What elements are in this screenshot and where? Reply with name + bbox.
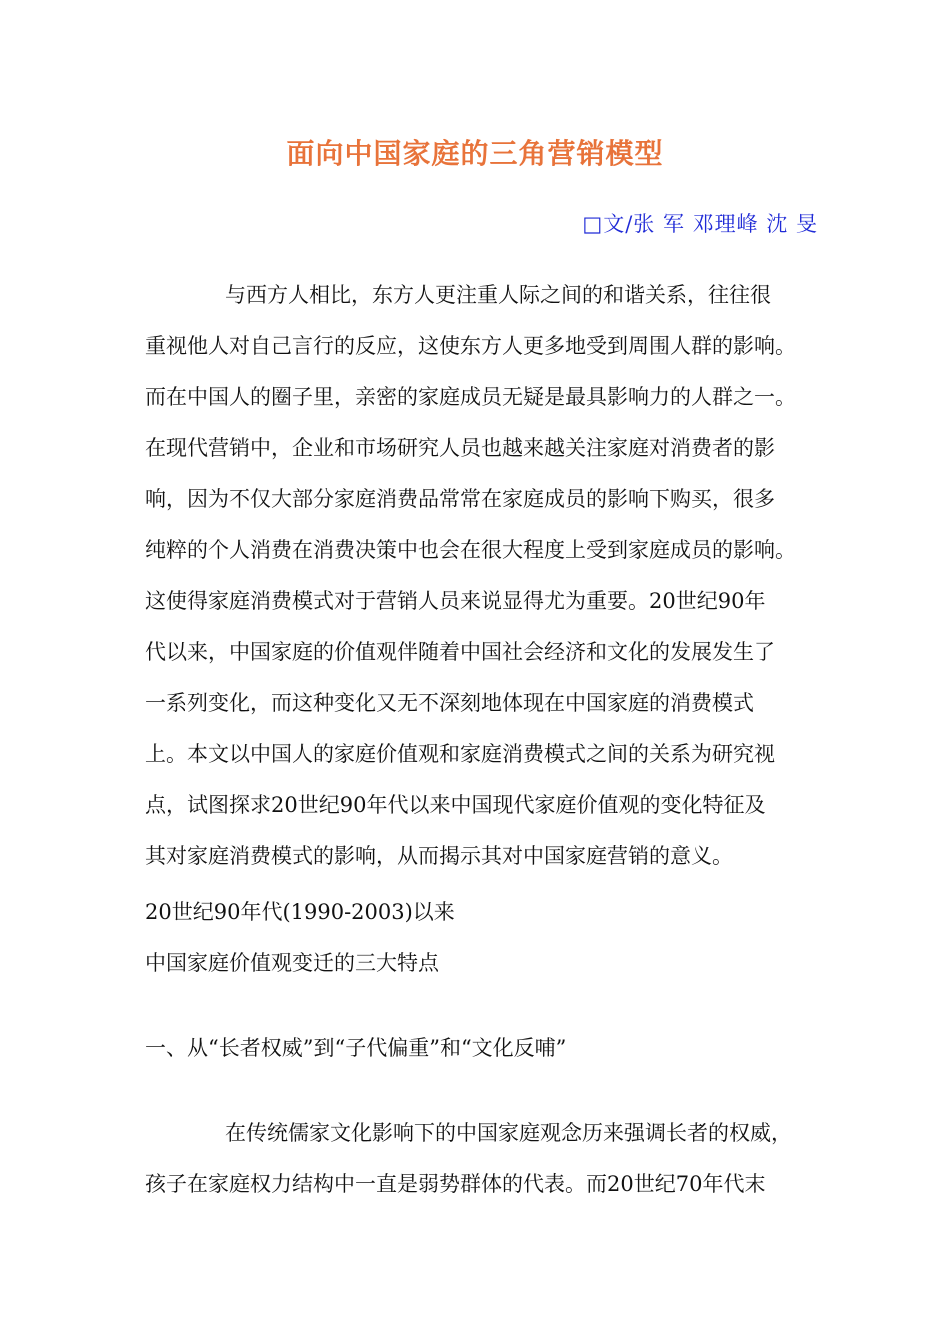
subheading-line: 一、从“长者权威”到“子代偏重”和“文化反哺” xyxy=(145,1036,567,1060)
paragraph-line: 与西方人相比，东方人更注重人际之间的和谐关系，往往很 xyxy=(225,283,771,307)
paragraph-line: 响，因为不仅大部分家庭消费品常常在家庭成员的影响下购买，很多 xyxy=(145,487,775,511)
paragraph-line: 代以来，中国家庭的价值观伴随着中国社会经济和文化的发展发生了 xyxy=(145,640,775,664)
paragraph-line: 上。本文以中国人的家庭价值观和家庭消费模式之间的关系为研究视 xyxy=(145,742,775,766)
article-byline: □文/张 军 邓理峰 沈 旻 xyxy=(582,212,818,236)
paragraph-line: 在传统儒家文化影响下的中国家庭观念历来强调长者的权威， xyxy=(225,1121,792,1145)
subheading xyxy=(145,1023,825,1074)
body-paragraph xyxy=(145,1108,825,1210)
paragraph-line: 重视他人对自己言行的反应，这使东方人更多地受到周围人群的影响。 xyxy=(145,334,796,358)
paragraph-line: 纯粹的个人消费在消费决策中也会在很大程度上受到家庭成员的影响。 xyxy=(145,538,796,562)
intro-paragraph xyxy=(145,270,825,882)
section-heading-line: 20世纪90年代(1990-2003)以来 xyxy=(145,900,455,924)
article-title: 面向中国家庭的三角营销模型 xyxy=(286,137,664,170)
paragraph-line: 点，试图探求20世纪90年代以来中国现代家庭价值观的变化特征及 xyxy=(145,793,766,817)
paragraph-line: 一系列变化，而这种变化又无不深刻地体现在中国家庭的消费模式 xyxy=(145,691,754,715)
paragraph-line: 孩子在家庭权力结构中一直是弱势群体的代表。而20世纪70年代末 xyxy=(145,1172,766,1196)
section-heading-line: 中国家庭价值观变迁的三大特点 xyxy=(145,951,439,975)
section-heading xyxy=(145,887,825,989)
paragraph-line: 其对家庭消费模式的影响，从而揭示其对中国家庭营销的意义。 xyxy=(145,844,733,868)
paragraph-line: 在现代营销中，企业和市场研究人员也越来越关注家庭对消费者的影 xyxy=(145,436,775,460)
paragraph-line: 这使得家庭消费模式对于营销人员来说显得尤为重要。20世纪90年 xyxy=(145,589,766,613)
paragraph-line: 而在中国人的圈子里，亲密的家庭成员无疑是最具影响力的人群之一。 xyxy=(145,385,796,409)
